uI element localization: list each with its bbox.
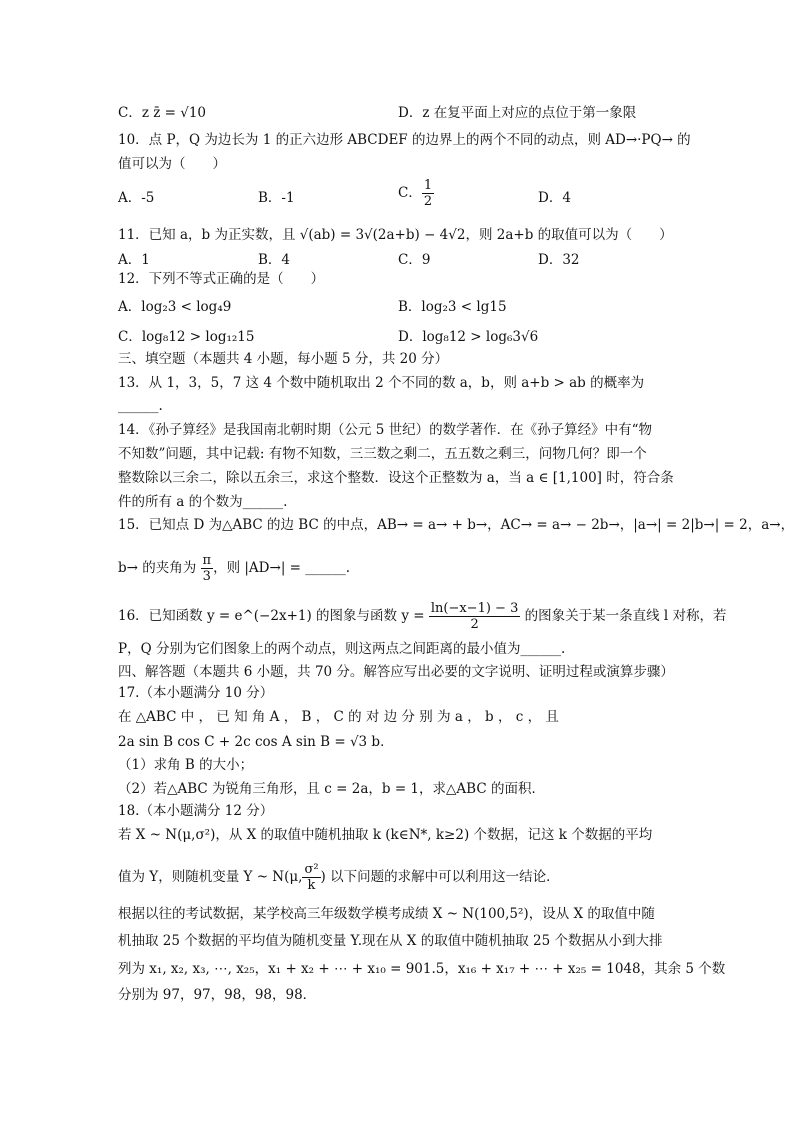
- fraction-denominator: 3: [202, 569, 211, 584]
- q10-option-a: A．-5: [118, 190, 155, 206]
- q13-stem-line2: ______.: [118, 398, 163, 414]
- fraction-denominator: 2: [470, 617, 479, 632]
- q9-option-c: C．z z̄ = √10: [118, 105, 207, 121]
- q16-stem-line1: [118, 600, 727, 632]
- section-3-heading: 三、填空题（本题共 4 小题，每小题 5 分，共 20 分）: [118, 351, 449, 367]
- q10-option-c-label: C．: [398, 185, 422, 201]
- q15-stem-line1: 15．已知点 D 为△ABC 的边 BC 的中点，AB→ = a→ + b→，AC→ = a→ − 2b→，|a→| = 2|b→| = 2，a→，: [118, 517, 794, 533]
- q15-line2-post: ，则 |AD→| = ______.: [213, 560, 351, 576]
- q18-variance-fraction: [302, 862, 320, 893]
- q11-stem: 11．已知 a，b 为正实数，且 √(ab) = 3√(2a+b) − 4√2，则 2a+b 的取值可以为（ ）: [118, 227, 673, 243]
- q14-stem-line4: 件的所有 a 的个数为______.: [118, 494, 288, 510]
- q16-line1-post: 的图象关于某一条直线 l 对称，若: [520, 608, 727, 624]
- q18-line2-pre: 值为 Y，则随机变量 Y ~ N(μ,: [118, 869, 303, 885]
- q18-stem-line6: 分别为 97，97，98，98，98．: [118, 987, 317, 1003]
- q11-options: [118, 248, 674, 270]
- q14-stem-line3: 整数除以三余二，除以五余三，求这个整数．设这个正整数为 a，当 a ∈ [1,100] 时，符合条: [118, 470, 674, 486]
- q18-stem-line1: 若 X ~ N(μ,σ²)，从 X 的取值中随机抽取 k (k∈N*, k≥2) 个数据，记这 k 个数据的平均: [118, 827, 653, 843]
- q12-option-d: D．log₈12 > log₆3√6: [398, 329, 539, 345]
- q17-part1: （1）求角 B 的大小；: [118, 757, 254, 773]
- q16-line1-pre: 16．已知函数 y = e^(−2x+1) 的图象与函数 y =: [118, 608, 429, 624]
- fraction-numerator: 1: [423, 178, 433, 193]
- section-4-heading: 四、解答题（本题共 6 小题，共 70 分。解答应写出必要的文字说明、证明过程或演算步骤）: [118, 664, 674, 680]
- q14-stem-line1: 14．《孙子算经》是我国南北朝时期（公元 5 世纪）的数学著作．在《孙子算经》中有“物: [118, 422, 653, 438]
- q10-stem-line1: 10．点 P，Q 为边长为 1 的正六边形 ABCDEF 的边界上的两个不同的动点，则 AD→·PQ→ 的: [118, 132, 691, 148]
- q9-option-d: D．z 在复平面上对应的点位于第一象限: [398, 105, 637, 121]
- q18-line2-post: ) 以下问题的求解中可以利用这一结论．: [320, 869, 560, 885]
- q11-option-d: D．32: [538, 252, 580, 268]
- q18-stem-line4: 机抽取 25 个数据的平均值为随机变量 Y.现在从 X 的取值中随机抽取 25 个数据从小到大排: [118, 933, 663, 949]
- q17-part2: （2）若△ABC 为锐角三角形，且 c = 2a，b = 1，求△ABC 的面积．: [118, 781, 545, 797]
- q18-stem-line5: 列为 x₁, x₂, x₃, ⋯, x₂₅，x₁ + x₂ + ⋯ + x₁₀ = 901.5，x₁₆ + x₁₇ + ⋯ + x₂₅ = 1048，其余 5 个数: [118, 961, 726, 977]
- q12-option-a: A．log₂3 < log₄9: [118, 299, 232, 315]
- q11-option-b: B．4: [258, 252, 291, 268]
- fraction-numerator: σ²: [304, 862, 319, 877]
- q18-stem-line3: 根据以往的考试数据，某学校高三年级数学模考成绩 X ~ N(100,5²)，设从 X 的取值中随: [118, 906, 655, 922]
- q10-options: [118, 178, 674, 209]
- fraction-numerator: π: [202, 553, 212, 568]
- q12-option-c: C．log₈12 > log₁₂15: [118, 329, 255, 345]
- q10-option-b: B．-1: [258, 190, 295, 206]
- q11-option-a: A．1: [118, 252, 150, 268]
- q10-option-c: [398, 178, 434, 209]
- q16-function-fraction: [429, 601, 521, 632]
- fraction-denominator: k: [307, 878, 316, 893]
- q18-heading: 18.（本小题满分 12 分）: [118, 803, 274, 819]
- q17-stem-line2: 2a sin B cos C + 2c cos A sin B = √3 b．: [118, 734, 394, 750]
- q15-stem-line2: [118, 552, 674, 584]
- q11-option-c: C．9: [398, 252, 431, 268]
- q12-stem: 12．下列不等式正确的是（ ）: [118, 271, 325, 287]
- q17-stem-line1: 在 △ABC 中 ， 已 知 角 A ， B ， C 的 对 边 分 别 为 a ， b ， c ， 且: [118, 709, 559, 725]
- fraction-denominator: 2: [423, 194, 433, 209]
- q14-stem-line2: 不知数”问题，其中记载: 有物不知数，三三数之剩二，五五数之剩三，问物几何？即一个: [118, 446, 647, 462]
- q10-stem-line2: 值可以为（ ）: [118, 156, 226, 172]
- q12-option-b: B．log₂3 < lg15: [398, 299, 507, 315]
- fraction-numerator: ln(−x−1) − 3: [430, 601, 519, 616]
- q18-stem-line2: [118, 860, 674, 894]
- q13-stem-line1: 13．从 1，3，5，7 这 4 个数中随机取出 2 个不同的数 a，b，则 a+b > ab 的概率为: [118, 375, 645, 391]
- q16-stem-line2: P，Q 分别为它们图象上的两个动点，则这两点之间距离的最小值为______.: [118, 641, 566, 657]
- q15-line2-pre: b→ 的夹角为: [118, 560, 201, 576]
- q10-option-d: D．4: [538, 190, 571, 206]
- q15-angle-fraction: [201, 553, 214, 584]
- q17-heading: 17.（本小题满分 10 分）: [118, 685, 274, 701]
- q10-option-c-fraction: [422, 178, 434, 209]
